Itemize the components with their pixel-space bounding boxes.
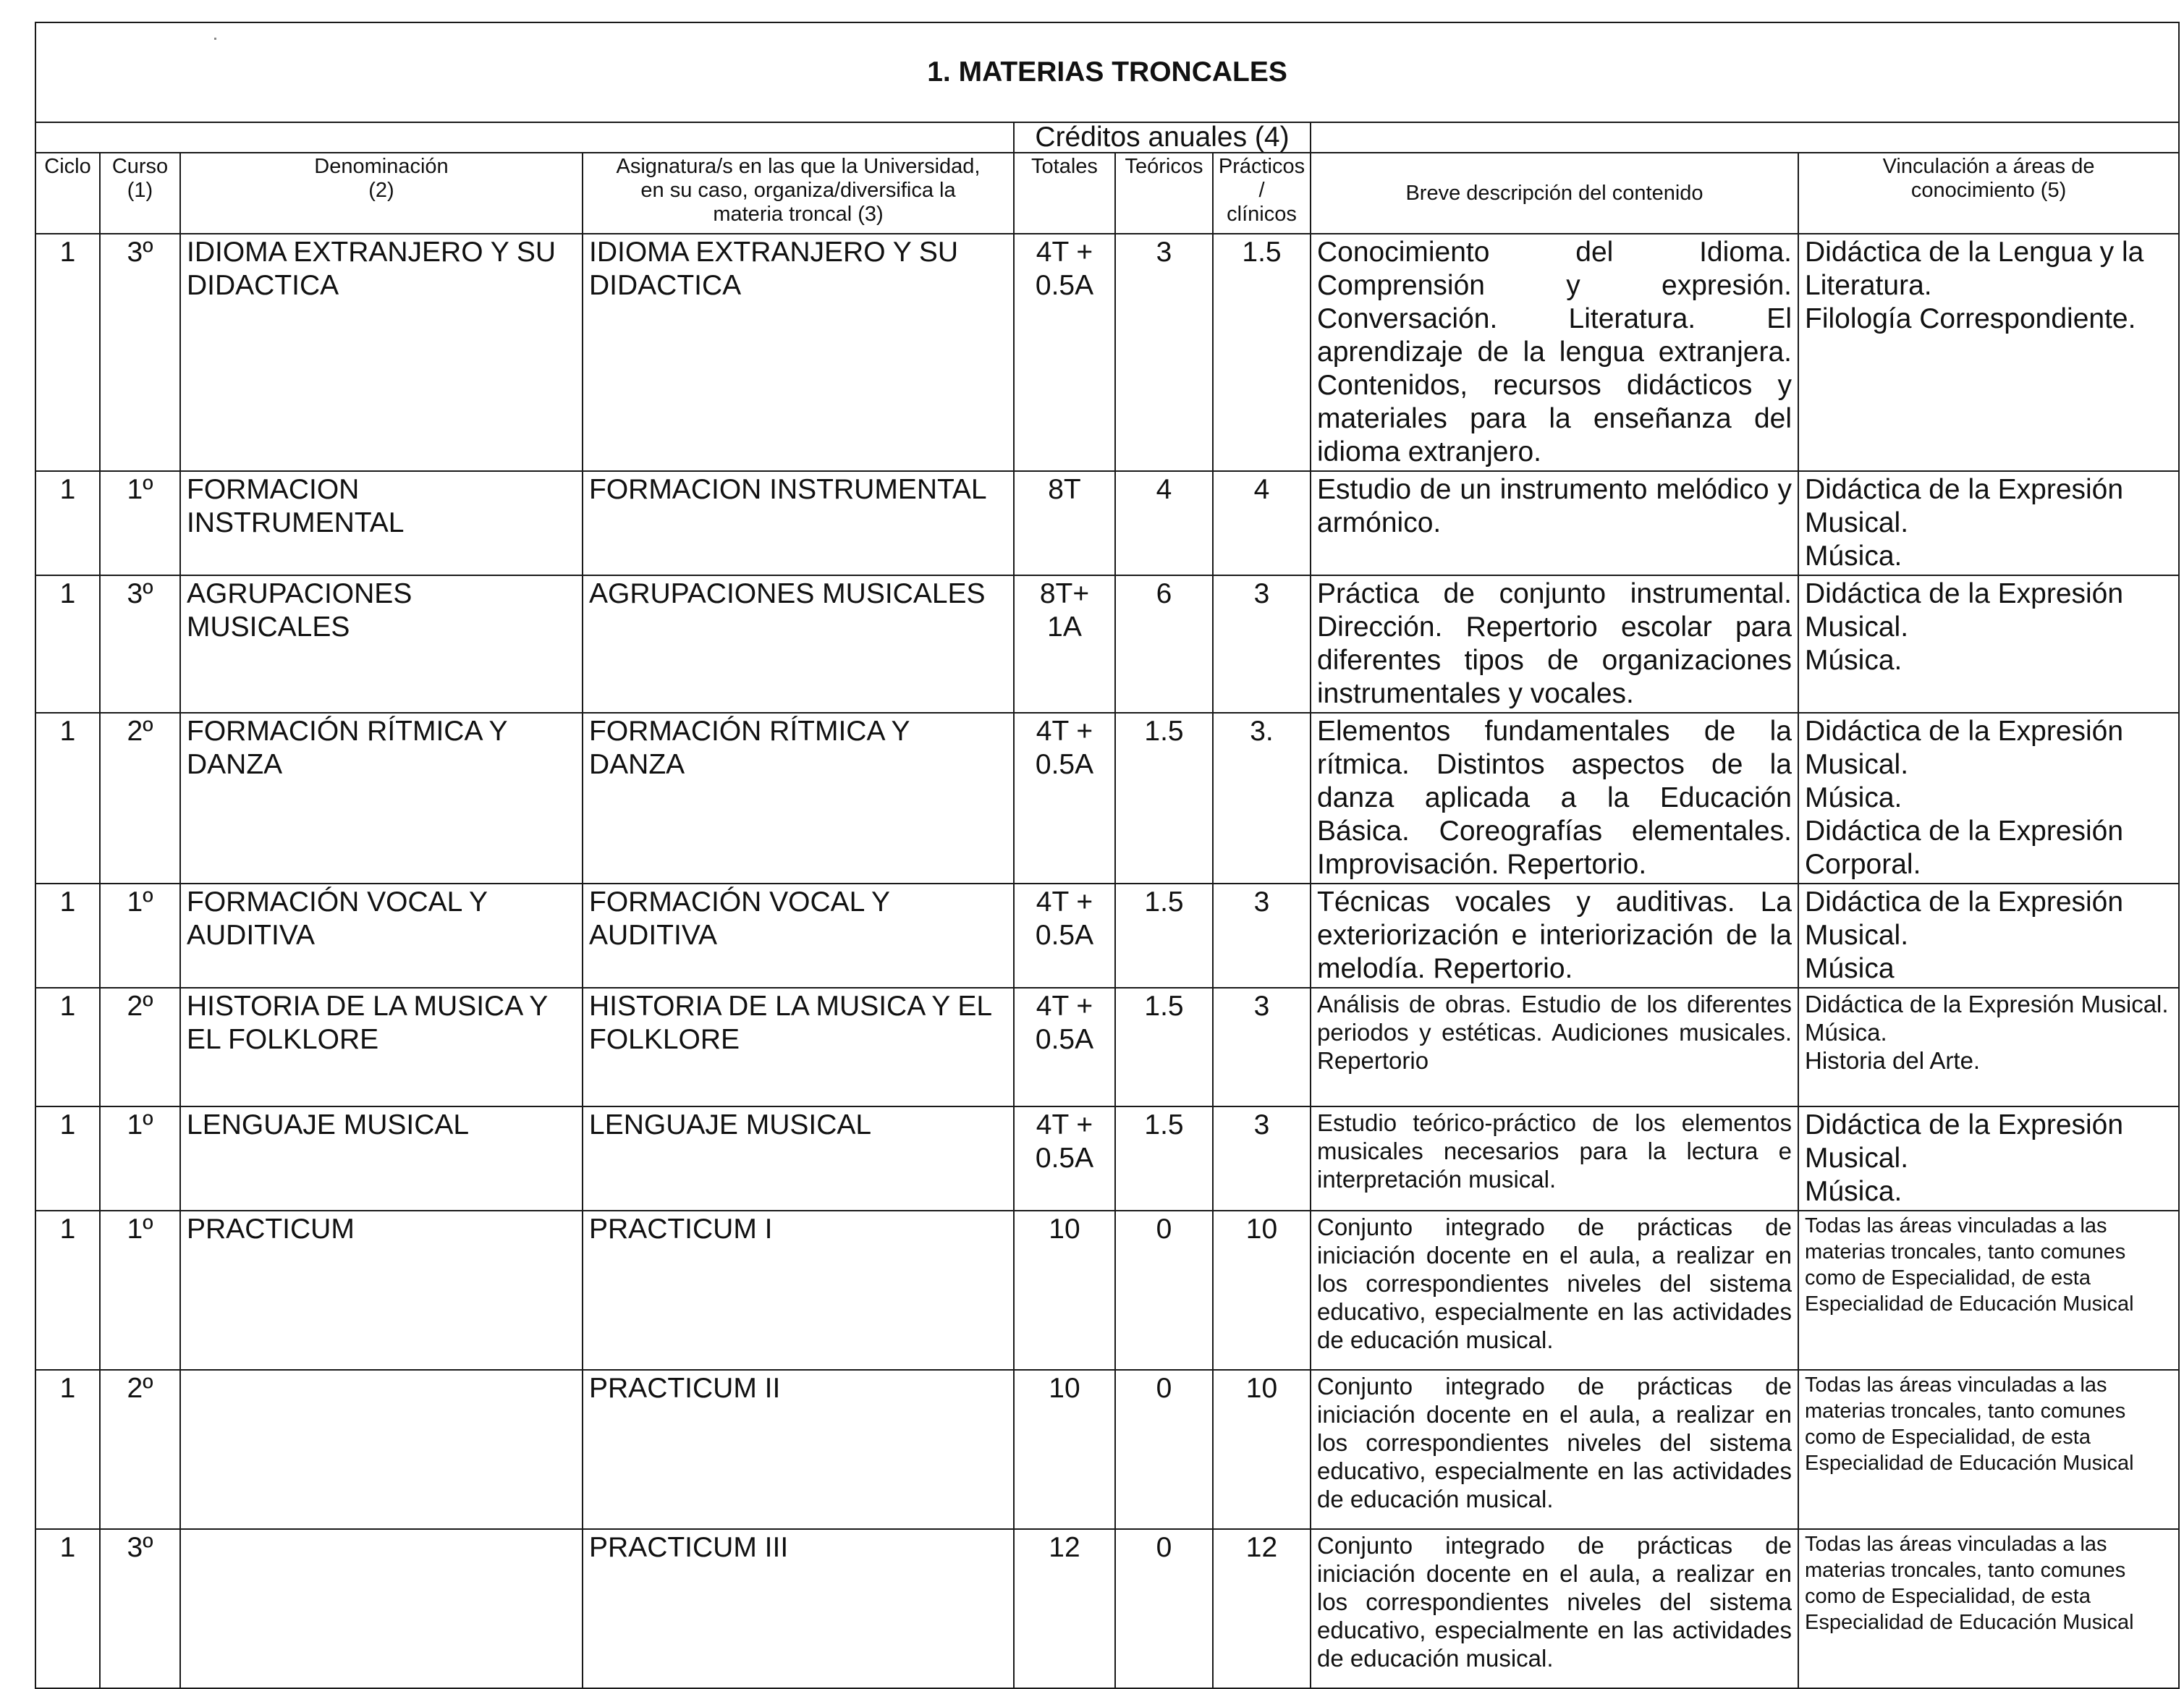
totales-cell: 12 <box>1014 1529 1115 1688</box>
table-row <box>35 1106 2179 1211</box>
table-row <box>35 713 2179 884</box>
table-row <box>35 988 2179 1106</box>
curso-cell: 1º <box>100 471 180 575</box>
ciclo-cell: 1 <box>35 1106 100 1211</box>
asignatura-cell: FORMACIÓN VOCAL Y AUDITIVA <box>583 884 1014 988</box>
table-row <box>35 1529 2179 1688</box>
vinculacion-cell <box>1798 1370 2179 1529</box>
denominacion-cell: FORMACIÓN RÍTMICA Y DANZA <box>180 713 583 884</box>
ciclo-cell: 1 <box>35 884 100 988</box>
vinculacion-cell <box>1798 713 2179 884</box>
curso-cell: 3º <box>100 575 180 713</box>
totales-cell: 4T + 0.5A <box>1014 1106 1115 1211</box>
ciclo-cell: 1 <box>35 1529 100 1688</box>
ciclo-cell: 1 <box>35 713 100 884</box>
denominacion-cell: HISTORIA DE LA MUSICA Y EL FOLKLORE <box>180 988 583 1106</box>
totales-cell: 4T + 0.5A <box>1014 713 1115 884</box>
vinculacion-line: Música. <box>1805 645 1902 676</box>
vinculacion-line: Todas las áreas vinculadas a las materias troncales, tanto comunes como de Especialidad, de esta Especialidad de Educación Musical <box>1805 1214 2134 1316</box>
vinculacion-line: Didáctica de la Expresión Musical. <box>1805 886 2124 951</box>
teoricos-cell: 0 <box>1115 1529 1213 1688</box>
vinculacion-line: Todas las áreas vinculadas a las materias troncales, tanto comunes como de Especialidad, de esta Especialidad de Educación Musical <box>1805 1533 2134 1634</box>
table-row <box>35 884 2179 988</box>
descripcion-cell: Estudio de un instrumento melódico y armónico. <box>1311 471 1798 575</box>
ciclo-cell: 1 <box>35 575 100 713</box>
ciclo-cell: 1 <box>35 1211 100 1370</box>
totales-cell: 8T <box>1014 471 1115 575</box>
table-row <box>35 234 2179 471</box>
vinculacion-cell <box>1798 471 2179 575</box>
denominacion-cell: AGRUPACIONES MUSICALES <box>180 575 583 713</box>
descripcion-cell: Estudio teórico-práctico de los elementos musicales necesarios para la lectura e interpretación musical. <box>1311 1106 1798 1211</box>
teoricos-cell: 0 <box>1115 1370 1213 1529</box>
vinculacion-line: Música. <box>1805 1019 1887 1046</box>
col-asignatura-header: Asignatura/s en las que la Universidad, en su caso, organiza/diversifica la materia troncal (3) <box>583 153 1014 234</box>
col-vinculacion-header: Vinculación a áreas de conocimiento (5) <box>1798 153 2179 234</box>
table-row <box>35 471 2179 575</box>
teoricos-cell: 4 <box>1115 471 1213 575</box>
practicos-cell: 12 <box>1213 1529 1311 1688</box>
totales-cell: 4T + 0.5A <box>1014 884 1115 988</box>
denominacion-cell <box>180 1370 583 1529</box>
practicos-cell: 3 <box>1213 575 1311 713</box>
asignatura-cell: FORMACIÓN RÍTMICA Y DANZA <box>583 713 1014 884</box>
practicos-cell: 3 <box>1213 988 1311 1106</box>
ciclo-cell: 1 <box>35 471 100 575</box>
col-curso-header: Curso (1) <box>100 153 180 234</box>
vinculacion-cell <box>1798 1211 2179 1370</box>
credits-spacer-right <box>1311 122 2179 153</box>
asignatura-cell: LENGUAJE MUSICAL <box>583 1106 1014 1211</box>
curso-cell: 2º <box>100 713 180 884</box>
vinculacion-line: Música. <box>1805 541 1902 572</box>
col-practicos-header: Prácticos / clínicos <box>1213 153 1311 234</box>
teoricos-cell: 1.5 <box>1115 713 1213 884</box>
curso-cell: 1º <box>100 1211 180 1370</box>
descripcion-cell: Elementos fundamentales de la rítmica. Distintos aspectos de la danza aplicada a la Educación Básica. Coreografías elementales. Improvisación. Repertorio. <box>1311 713 1798 884</box>
col-teoricos-header: Teóricos <box>1115 153 1213 234</box>
vinculacion-cell <box>1798 884 2179 988</box>
ciclo-cell: 1 <box>35 234 100 471</box>
vinculacion-line: Didáctica de la Expresión Musical. <box>1805 474 2124 538</box>
descripcion-cell: Práctica de conjunto instrumental. Dirección. Repertorio escolar para diferentes tipos de organizaciones instrumentales y vocales. <box>1311 575 1798 713</box>
credits-header: Créditos anuales (4) <box>1014 122 1311 153</box>
asignatura-cell: IDIOMA EXTRANJERO Y SU DIDACTICA <box>583 234 1014 471</box>
curso-cell: 2º <box>100 1370 180 1529</box>
vinculacion-line: Didáctica de la Expresión Musical. <box>1805 578 2124 643</box>
descripcion-cell: Análisis de obras. Estudio de los diferentes periodos y estéticas. Audiciones musicales. Repertorio <box>1311 988 1798 1106</box>
table-body <box>35 22 2179 1688</box>
vinculacion-line: Didáctica de la Lengua y la Literatura. <box>1805 237 2144 301</box>
practicos-cell: 10 <box>1213 1211 1311 1370</box>
vinculacion-line: Música. <box>1805 782 1902 813</box>
teoricos-cell: 3 <box>1115 234 1213 471</box>
asignatura-cell: HISTORIA DE LA MUSICA Y EL FOLKLORE <box>583 988 1014 1106</box>
totales-cell: 4T + 0.5A <box>1014 234 1115 471</box>
denominacion-cell: IDIOMA EXTRANJERO Y SU DIDACTICA <box>180 234 583 471</box>
totales-cell: 10 <box>1014 1211 1115 1370</box>
totales-cell: 4T + 0.5A <box>1014 988 1115 1106</box>
descripcion-cell: Técnicas vocales y auditivas. La exteriorización e interiorización de la melodía. Repertorio. <box>1311 884 1798 988</box>
col-denominacion-header: Denominación (2) <box>180 153 583 234</box>
teoricos-cell: 6 <box>1115 575 1213 713</box>
vinculacion-line: Todas las áreas vinculadas a las materias troncales, tanto comunes como de Especialidad, de esta Especialidad de Educación Musical <box>1805 1373 2134 1475</box>
denominacion-cell: LENGUAJE MUSICAL <box>180 1106 583 1211</box>
ciclo-cell: 1 <box>35 1370 100 1529</box>
practicos-cell: 4 <box>1213 471 1311 575</box>
vinculacion-cell <box>1798 1529 2179 1688</box>
column-header-row <box>35 153 2179 234</box>
totales-cell: 10 <box>1014 1370 1115 1529</box>
teoricos-cell: 1.5 <box>1115 988 1213 1106</box>
materias-troncales-table <box>35 22 2180 1689</box>
vinculacion-line: Didáctica de la Expresión Musical. <box>1805 1109 2124 1174</box>
vinculacion-line: Música. <box>1805 1176 1902 1207</box>
asignatura-cell: PRACTICUM III <box>583 1529 1014 1688</box>
col-totales-header: Totales <box>1014 153 1115 234</box>
curso-cell: 3º <box>100 1529 180 1688</box>
denominacion-cell: FORMACIÓN VOCAL Y AUDITIVA <box>180 884 583 988</box>
vinculacion-line: Didáctica de la Expresión Corporal. <box>1805 816 2124 880</box>
vinculacion-cell <box>1798 575 2179 713</box>
credits-group-row <box>35 122 2179 153</box>
asignatura-cell: FORMACION INSTRUMENTAL <box>583 471 1014 575</box>
curso-cell: 1º <box>100 1106 180 1211</box>
curso-cell: 2º <box>100 988 180 1106</box>
table-row <box>35 1370 2179 1529</box>
descripcion-cell: Conocimiento del Idioma. Comprensión y expresión. Conversación. Literatura. El aprendizaje de la lengua extranjera. Contenidos, recursos didácticos y materiales para la enseñanza del idioma extranjero. <box>1311 234 1798 471</box>
table-row <box>35 575 2179 713</box>
table-title: 1. MATERIAS TRONCALES <box>35 22 2179 122</box>
denominacion-cell: PRACTICUM <box>180 1211 583 1370</box>
vinculacion-cell <box>1798 234 2179 471</box>
vinculacion-line: Música <box>1805 953 1895 984</box>
practicos-cell: 3 <box>1213 884 1311 988</box>
col-ciclo-header: Ciclo <box>35 153 100 234</box>
table-row <box>35 1211 2179 1370</box>
teoricos-cell: 1.5 <box>1115 884 1213 988</box>
curso-cell: 1º <box>100 884 180 988</box>
credits-spacer-left <box>35 122 1014 153</box>
title-row <box>35 22 2179 122</box>
practicos-cell: 1.5 <box>1213 234 1311 471</box>
teoricos-cell: 1.5 <box>1115 1106 1213 1211</box>
practicos-cell: 3. <box>1213 713 1311 884</box>
denominacion-cell <box>180 1529 583 1688</box>
curso-cell: 3º <box>100 234 180 471</box>
teoricos-cell: 0 <box>1115 1211 1213 1370</box>
ciclo-cell: 1 <box>35 988 100 1106</box>
asignatura-cell: PRACTICUM II <box>583 1370 1014 1529</box>
asignatura-cell: PRACTICUM I <box>583 1211 1014 1370</box>
practicos-cell: 3 <box>1213 1106 1311 1211</box>
practicos-cell: 10 <box>1213 1370 1311 1529</box>
vinculacion-line: Didáctica de la Expresión Musical. <box>1805 991 2169 1017</box>
vinculacion-cell <box>1798 988 2179 1106</box>
document-page <box>35 22 2178 1689</box>
vinculacion-cell <box>1798 1106 2179 1211</box>
vinculacion-line: Didáctica de la Expresión Musical. <box>1805 716 2124 780</box>
totales-cell: 8T+ 1A <box>1014 575 1115 713</box>
descripcion-cell: Conjunto integrado de prácticas de iniciación docente en el aula, a realizar en los correspondientes niveles del sistema educativo, especialmente en las actividades de educación musical. <box>1311 1211 1798 1370</box>
asignatura-cell: AGRUPACIONES MUSICALES <box>583 575 1014 713</box>
descripcion-cell: Conjunto integrado de prácticas de iniciación docente en el aula, a realizar en los correspondientes niveles del sistema educativo, especialmente en las actividades de educación musical. <box>1311 1529 1798 1688</box>
vinculacion-line: Filología Correspondiente. <box>1805 303 2136 334</box>
col-descripcion-header: Breve descripción del contenido <box>1311 153 1798 234</box>
vinculacion-line: Historia del Arte. <box>1805 1047 1981 1074</box>
descripcion-cell: Conjunto integrado de prácticas de iniciación docente en el aula, a realizar en los correspondientes niveles del sistema educativo, especialmente en las actividades de educación musical. <box>1311 1370 1798 1529</box>
denominacion-cell: FORMACION INSTRUMENTAL <box>180 471 583 575</box>
